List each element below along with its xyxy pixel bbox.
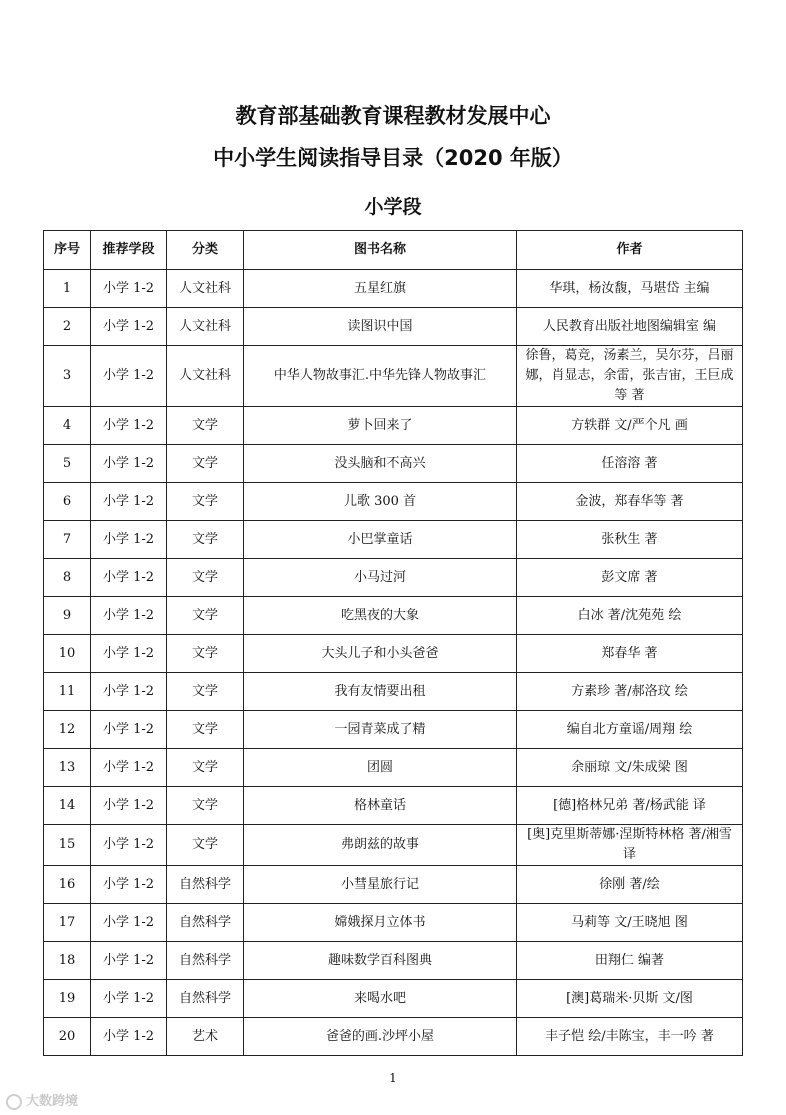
table-row xyxy=(44,346,743,407)
cell-author: 丰子恺 绘/丰陈宝，丰一吟 著 xyxy=(517,1018,743,1056)
cell-author: [德]格林兄弟 著/杨武能 译 xyxy=(517,787,743,825)
cell-book-title: 嫦娥探月立体书 xyxy=(244,904,517,942)
cell-number: 19 xyxy=(44,980,91,1018)
cell-grade: 小学 1-2 xyxy=(91,308,167,346)
document-title: 教育部基础教育课程教材发展中心 xyxy=(235,104,551,128)
cell-grade: 小学 1-2 xyxy=(91,407,167,445)
header-title: 图书名称 xyxy=(244,231,517,270)
table-row xyxy=(44,749,743,787)
cell-grade: 小学 1-2 xyxy=(91,270,167,308)
cell-grade: 小学 1-2 xyxy=(91,787,167,825)
cell-number: 3 xyxy=(44,346,91,407)
cell-grade: 小学 1-2 xyxy=(91,559,167,597)
cell-number: 4 xyxy=(44,407,91,445)
book-list-table xyxy=(43,230,743,1056)
document-subtitle: 中小学生阅读指导目录（2020 年版） xyxy=(213,146,573,170)
cell-author: [奥]克里斯蒂娜·涅斯特林格 著/湘雪 译 xyxy=(517,825,743,866)
header-grade: 推荐学段 xyxy=(91,231,167,270)
cell-category: 人文社科 xyxy=(167,346,244,407)
cell-grade: 小学 1-2 xyxy=(91,942,167,980)
cell-category: 人文社科 xyxy=(167,270,244,308)
cell-category: 文学 xyxy=(167,521,244,559)
cell-category: 文学 xyxy=(167,635,244,673)
cell-grade: 小学 1-2 xyxy=(91,825,167,866)
cell-grade: 小学 1-2 xyxy=(91,521,167,559)
cell-author: 白冰 著/沈苑苑 绘 xyxy=(517,597,743,635)
cell-number: 16 xyxy=(44,866,91,904)
cell-book-title: 中华人物故事汇.中华先锋人物故事汇 xyxy=(244,346,517,407)
cell-grade: 小学 1-2 xyxy=(91,866,167,904)
cell-number: 8 xyxy=(44,559,91,597)
cell-category: 自然科学 xyxy=(167,980,244,1018)
table-row xyxy=(44,787,743,825)
cell-number: 1 xyxy=(44,270,91,308)
table-row xyxy=(44,942,743,980)
cell-grade: 小学 1-2 xyxy=(91,1018,167,1056)
cell-grade: 小学 1-2 xyxy=(91,749,167,787)
table-row xyxy=(44,904,743,942)
watermark-logo-icon xyxy=(6,1094,22,1110)
cell-category: 文学 xyxy=(167,407,244,445)
cell-category: 文学 xyxy=(167,445,244,483)
cell-grade: 小学 1-2 xyxy=(91,904,167,942)
cell-grade: 小学 1-2 xyxy=(91,980,167,1018)
cell-book-title: 儿歌 300 首 xyxy=(244,483,517,521)
table-row xyxy=(44,483,743,521)
cell-category: 文学 xyxy=(167,483,244,521)
cell-author: 方素珍 著/郝洛玟 绘 xyxy=(517,673,743,711)
cell-book-title: 趣味数学百科图典 xyxy=(244,942,517,980)
cell-author: 彭文席 著 xyxy=(517,559,743,597)
cell-category: 文学 xyxy=(167,673,244,711)
cell-category: 文学 xyxy=(167,597,244,635)
cell-number: 5 xyxy=(44,445,91,483)
cell-book-title: 没头脑和不高兴 xyxy=(244,445,517,483)
table-header-row xyxy=(44,231,743,270)
cell-book-title: 格林童话 xyxy=(244,787,517,825)
cell-grade: 小学 1-2 xyxy=(91,597,167,635)
cell-category: 文学 xyxy=(167,559,244,597)
cell-book-title: 团圆 xyxy=(244,749,517,787)
cell-number: 15 xyxy=(44,825,91,866)
cell-grade: 小学 1-2 xyxy=(91,711,167,749)
cell-number: 2 xyxy=(44,308,91,346)
cell-book-title: 弗朗兹的故事 xyxy=(244,825,517,866)
cell-category: 自然科学 xyxy=(167,942,244,980)
cell-number: 20 xyxy=(44,1018,91,1056)
header-number: 序号 xyxy=(44,231,91,270)
table-row xyxy=(44,1018,743,1056)
cell-number: 13 xyxy=(44,749,91,787)
cell-category: 自然科学 xyxy=(167,866,244,904)
cell-grade: 小学 1-2 xyxy=(91,445,167,483)
cell-author: 任溶溶 著 xyxy=(517,445,743,483)
cell-grade: 小学 1-2 xyxy=(91,346,167,407)
cell-author: 徐鲁，葛竞，汤素兰，吴尔芬，吕丽娜，肖显志，余雷，张吉宙，王巨成等 著 xyxy=(517,346,743,407)
watermark-text: 大数跨境 xyxy=(26,1094,79,1109)
table-row xyxy=(44,866,743,904)
cell-book-title: 吃黑夜的大象 xyxy=(244,597,517,635)
cell-book-title: 来喝水吧 xyxy=(244,980,517,1018)
cell-category: 艺术 xyxy=(167,1018,244,1056)
cell-book-title: 爸爸的画.沙坪小屋 xyxy=(244,1018,517,1056)
cell-author: 余丽琼 文/朱成梁 图 xyxy=(517,749,743,787)
cell-category: 文学 xyxy=(167,711,244,749)
section-heading: 小学段 xyxy=(364,196,422,218)
cell-author: 田翔仁 编著 xyxy=(517,942,743,980)
cell-category: 文学 xyxy=(167,749,244,787)
table-row xyxy=(44,980,743,1018)
cell-author: 方轶群 文/严个凡 画 xyxy=(517,407,743,445)
page-number: 1 xyxy=(389,1071,397,1085)
header-author: 作者 xyxy=(517,231,743,270)
cell-number: 7 xyxy=(44,521,91,559)
cell-book-title: 小巴掌童话 xyxy=(244,521,517,559)
cell-author: 马莉等 文/王晓旭 图 xyxy=(517,904,743,942)
cell-category: 文学 xyxy=(167,787,244,825)
cell-author: 张秋生 著 xyxy=(517,521,743,559)
cell-book-title: 小彗星旅行记 xyxy=(244,866,517,904)
cell-book-title: 一园青菜成了精 xyxy=(244,711,517,749)
table-row xyxy=(44,825,743,866)
cell-number: 17 xyxy=(44,904,91,942)
table-row xyxy=(44,673,743,711)
cell-book-title: 我有友情要出租 xyxy=(244,673,517,711)
cell-category: 人文社科 xyxy=(167,308,244,346)
cell-book-title: 五星红旗 xyxy=(244,270,517,308)
table-row xyxy=(44,270,743,308)
cell-book-title: 大头儿子和小头爸爸 xyxy=(244,635,517,673)
cell-category: 自然科学 xyxy=(167,904,244,942)
table-row xyxy=(44,635,743,673)
cell-book-title: 萝卜回来了 xyxy=(244,407,517,445)
cell-book-title: 小马过河 xyxy=(244,559,517,597)
cell-author: 编自北方童谣/周翔 绘 xyxy=(517,711,743,749)
cell-number: 10 xyxy=(44,635,91,673)
cell-author: 金波，郑春华等 著 xyxy=(517,483,743,521)
cell-number: 6 xyxy=(44,483,91,521)
table-row xyxy=(44,308,743,346)
table-row xyxy=(44,597,743,635)
cell-author: 徐刚 著/绘 xyxy=(517,866,743,904)
table-row xyxy=(44,559,743,597)
table-row xyxy=(44,407,743,445)
header-category: 分类 xyxy=(167,231,244,270)
cell-number: 14 xyxy=(44,787,91,825)
table-row xyxy=(44,445,743,483)
cell-number: 18 xyxy=(44,942,91,980)
cell-number: 12 xyxy=(44,711,91,749)
table-row xyxy=(44,521,743,559)
table-row xyxy=(44,711,743,749)
watermark xyxy=(6,1090,78,1110)
cell-author: [澳]葛瑞米·贝斯 文/图 xyxy=(517,980,743,1018)
cell-author: 华琪，杨汝馥，马堪岱 主编 xyxy=(517,270,743,308)
cell-author: 人民教育出版社地图编辑室 编 xyxy=(517,308,743,346)
cell-author: 郑春华 著 xyxy=(517,635,743,673)
cell-grade: 小学 1-2 xyxy=(91,673,167,711)
cell-number: 9 xyxy=(44,597,91,635)
cell-book-title: 读图识中国 xyxy=(244,308,517,346)
cell-grade: 小学 1-2 xyxy=(91,483,167,521)
cell-grade: 小学 1-2 xyxy=(91,635,167,673)
cell-category: 文学 xyxy=(167,825,244,866)
cell-number: 11 xyxy=(44,673,91,711)
